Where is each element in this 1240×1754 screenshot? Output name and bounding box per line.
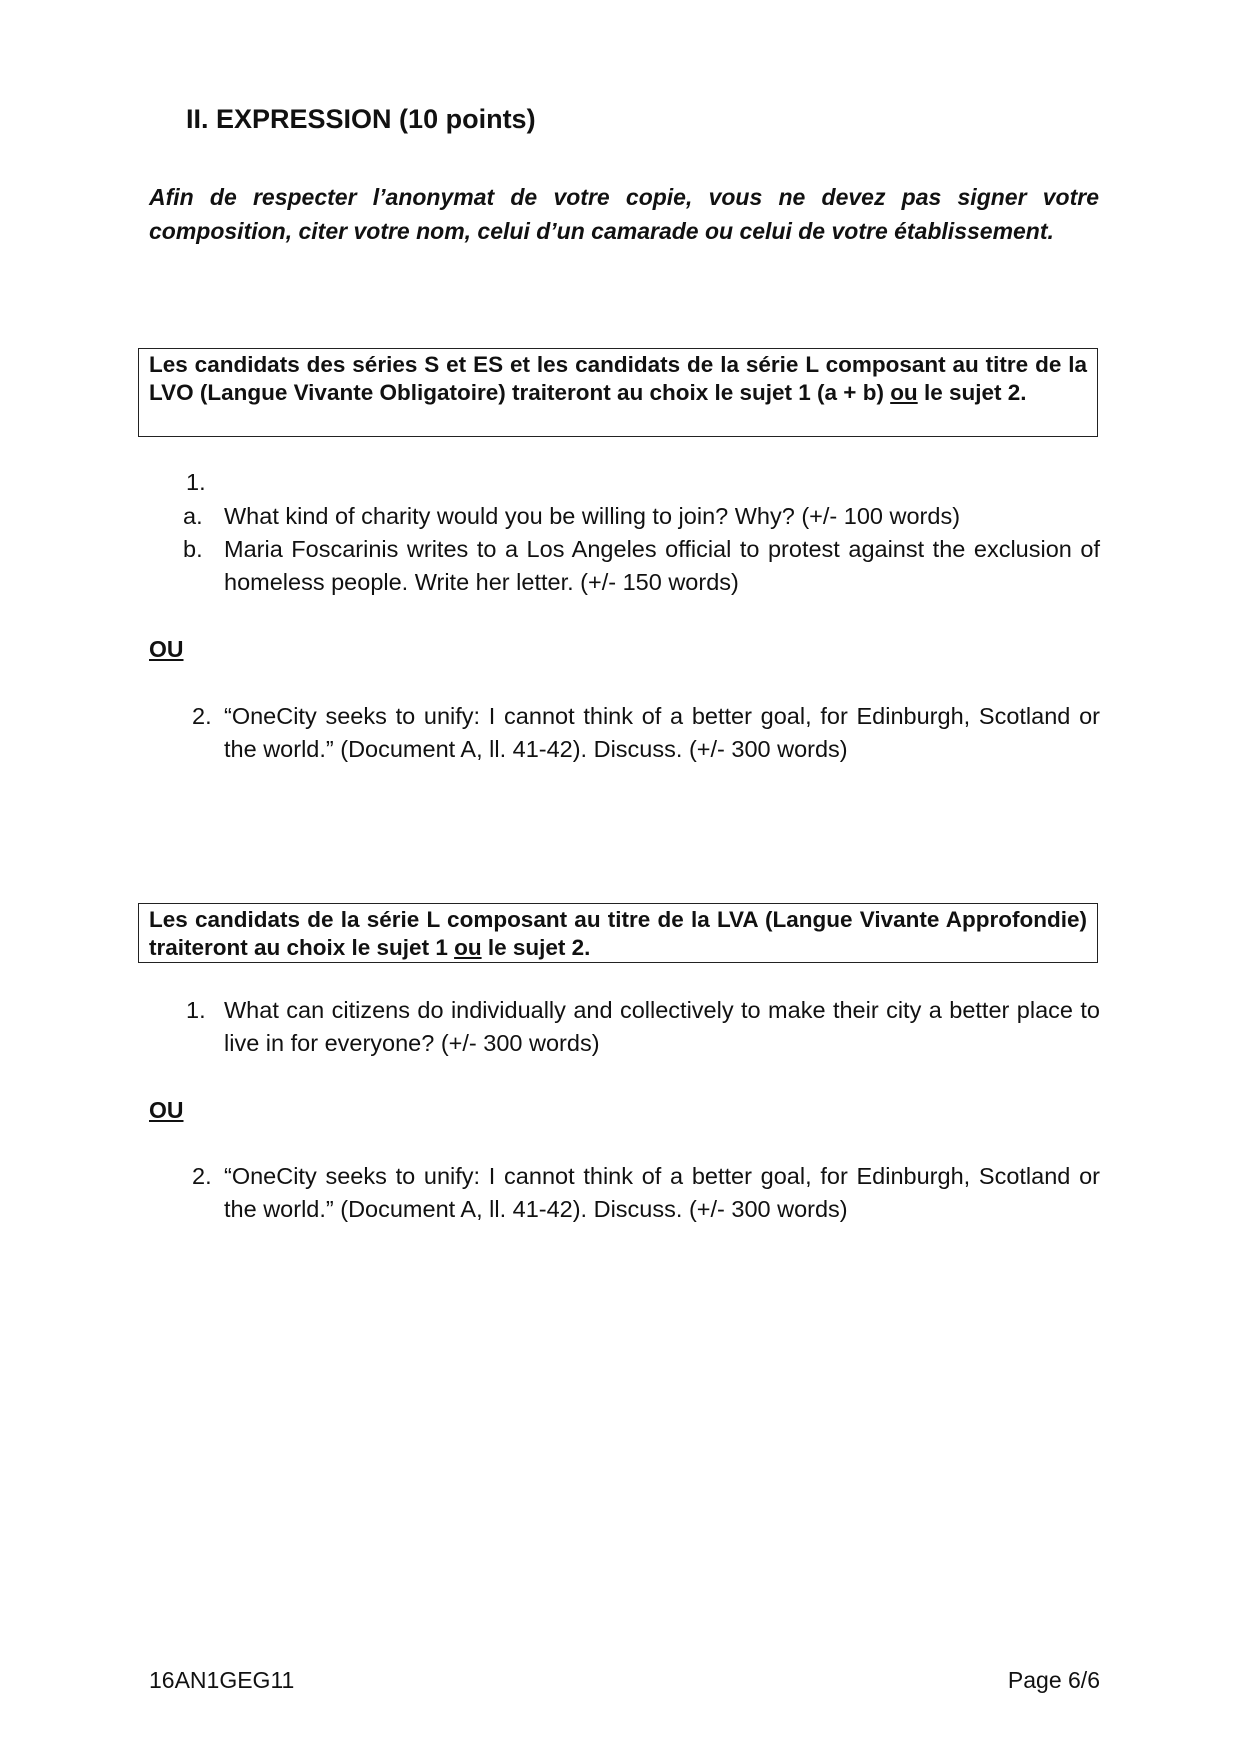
instruction-ou: ou [454,935,482,960]
subject-2-text: “OneCity seeks to unify: I cannot think of a better goal, for Edinburgh, Scotland or the world.” (Document A, ll. 41-42). Discuss. (+/- 300 words) [224,703,1100,762]
instruction-text: Les candidats de la série L composant au titre de la LVA (Langue Vivante Approfondie) traiteront au choix le sujet 1 [149,907,1087,960]
footer-page-number: Page 6/6 [1007,1667,1100,1693]
subject-1-number: 1. [186,469,206,495]
instruction-text: Les candidats des séries S et ES et les candidats de la série L composant au titre de la LVO (Langue Vivante Obligatoire) traiteront au choix le sujet 1 (a + b) [149,352,1087,405]
subject-2-number: 2. [192,1163,212,1189]
instruction-ou: ou [890,380,918,405]
section-title: II. EXPRESSION (10 points) [186,104,536,134]
subject-2-text: “OneCity seeks to unify: I cannot think of a better goal, for Edinburgh, Scotland or the world.” (Document A, ll. 41-42). Discuss. (+/- 300 words) [224,1163,1100,1222]
item-b-text: Maria Foscarinis writes to a Los Angeles official to protest against the exclusion of homeless people. Write her letter. (+/- 150 words) [224,536,1100,595]
item-a-text: What kind of charity would you be willing to join? Why? (+/- 100 words) [224,503,961,529]
item-b-marker: b. [183,536,203,562]
instruction-box-lva [138,903,1098,963]
instruction-box-lvo [138,348,1098,437]
footer-code: 16AN1GEG11 [149,1667,295,1693]
item-a-marker: a. [183,503,203,529]
subject-1-number: 1. [186,997,206,1023]
ou-separator: OU [149,1097,184,1123]
subject-2-number: 2. [192,703,212,729]
instruction-text-end: le sujet 2. [481,935,591,960]
subject-1-text: What can citizens do individually and collectively to make their city a better place to live in for everyone? (+/- 300 words) [224,997,1100,1056]
instruction-text-end: le sujet 2. [917,380,1027,405]
anonymity-notice: Afin de respecter l’anonymat de votre copie, vous ne devez pas signer votre composition, citer votre nom, celui d’un camarade ou celui de votre établissement. [149,184,1099,244]
ou-separator: OU [149,636,184,662]
